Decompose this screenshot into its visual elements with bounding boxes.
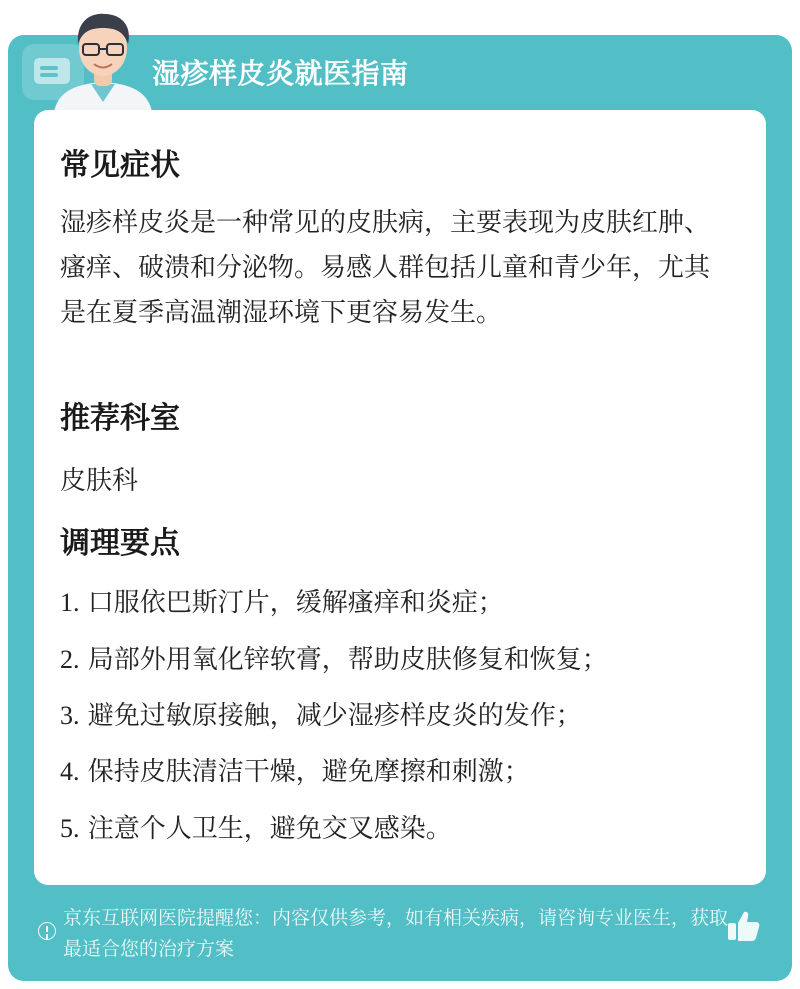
content-card [34,110,766,885]
department-heading: 推荐科室 [60,401,180,436]
symptoms-heading: 常见症状 [60,148,180,183]
list-item: 2. 局部外用氧化锌软膏，帮助皮肤修复和恢复； [60,645,608,675]
list-item: 4. 保持皮肤清洁干燥，避免摩擦和刺激； [60,757,530,787]
department-value: 皮肤科 [60,466,139,496]
care-heading: 调理要点 [60,526,180,561]
list-item: 3. 避免过敏原接触，减少湿疹样皮炎的发作； [60,701,582,731]
info-icon [38,922,56,940]
thumbs-up-icon[interactable] [725,908,761,944]
footer-disclaimer: 京东互联网医院提醒您：内容仅供参考，如有相关疾病，请咨询专业医生，获取最适合您的治疗方案 [63,907,729,960]
doctor-avatar [48,6,158,112]
symptoms-text: 湿疹样皮炎是一种常见的皮肤病，主要表现为皮肤红肿、瘙痒、破溃和分泌物。易感人群包括儿童和青少年，尤其是在夏季高温潮湿环境下更容易发生。 [60,208,711,328]
list-item: 1. 口服依巴斯汀片，缓解瘙痒和炎症； [60,588,504,618]
list-item: 5. 注意个人卫生，避免交叉感染。 [60,814,452,844]
page-title: 湿疹样皮炎就医指南 [152,57,409,90]
